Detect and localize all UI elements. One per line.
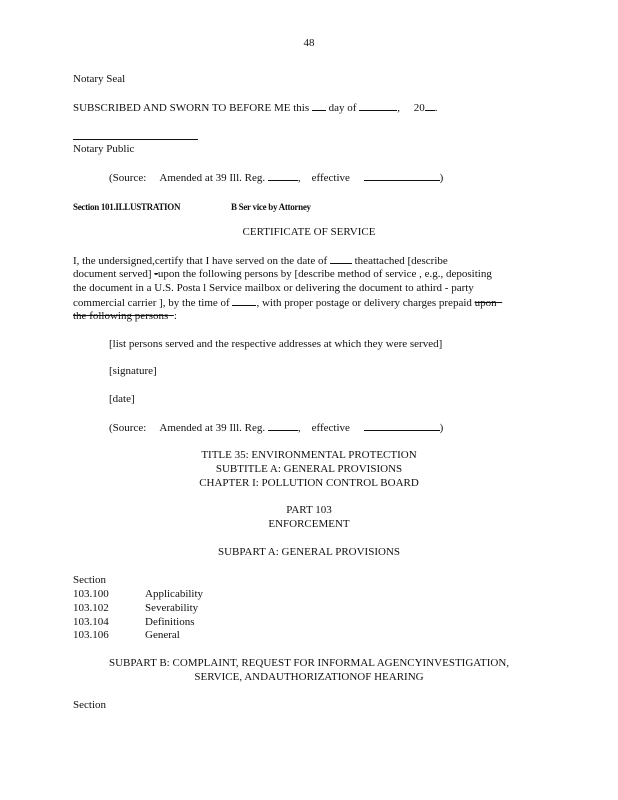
body-text: : [173,310,177,322]
struck-text: upon [474,297,497,309]
toc-number: 103.104 [73,616,109,628]
body-text: upon the following persons by [describe method of service , e.g., depositing [157,268,492,280]
notary-signature-line [73,139,198,140]
body-line-3: the document in a U.S. Posta l Service mailbox or delivering the document to athird - party [73,282,474,294]
page-number: 48 [303,37,315,49]
title-line: TITLE 35: ENVIRONMENTAL PROTECTION [201,449,417,461]
body-text: , with proper postage or delivery charges prepaid [256,297,472,309]
body-text: theattached [describe [354,255,448,267]
chapter-line: CHAPTER I: POLLUTION CONTROL BOARD [199,477,419,489]
body-line-1 [73,254,448,268]
time-blank [232,296,256,306]
section-heading-right: B Ser vice by Attorney [231,202,311,212]
year-prefix: 20 [413,102,425,114]
reg-blank [268,421,298,431]
date-placeholder: [date] [109,393,135,405]
section-heading-left: Section 101.ILLUSTRATION [73,202,181,212]
body-line-2 [73,268,492,281]
source-label: (Source: [109,172,147,184]
subtitle-line: SUBTITLE A: GENERAL PROVISIONS [215,463,403,475]
subscribed-text: SUBSCRIBED AND SWORN TO BEFORE ME this [73,102,310,114]
source-label: (Source: [109,422,147,434]
effective-blank [364,421,440,431]
body-text: I, the undersigned,certify that I have served on the date of [73,255,328,267]
source-note-2: (Source: Amended at 39 Ill. Reg. , effective ) [109,422,444,434]
date-blank [330,254,352,264]
toc-section-header: Section [73,574,106,586]
toc-title: Definitions [145,616,195,628]
notary-seal-label: Notary Seal [73,73,126,85]
reg-blank [268,171,298,181]
toc-title: Severability [145,602,199,614]
subscribed-line: SUBSCRIBED AND SWORN TO BEFORE ME this day of , 20 . [73,102,438,114]
toc-title: General [145,629,180,641]
year-blank [425,101,435,111]
source-note-1: (Source: Amended at 39 Ill. Reg. , effective ) [109,172,444,184]
struck-text: the following persons [73,310,169,322]
toc-number: 103.106 [73,629,109,641]
amended-text: Amended at 39 Ill. Reg. [159,172,266,184]
body-text: commercial carrier ], by the time of [73,297,230,309]
month-blank [359,101,397,111]
subpart-b-heading-line-1: SUBPART B: COMPLAINT, REQUEST FOR INFORMAL AGENCYINVESTIGATION, [108,657,510,669]
body-line-4 [73,296,502,310]
signature-placeholder: [signature] [109,365,157,377]
toc-number: 103.100 [73,588,109,600]
section-footer-label: Section [73,699,106,711]
effective-text: effective [311,172,350,184]
amended-text: Amended at 39 Ill. Reg. [159,422,266,434]
effective-text: effective [311,422,350,434]
struck-text: - [154,268,158,280]
subpart-a-heading: SUBPART A: GENERAL PROVISIONS [218,546,400,558]
notary-public-label: Notary Public [73,143,135,155]
day-blank [312,101,326,111]
toc-title: Applicability [145,588,204,600]
subpart-b-heading-line-2: SERVICE, ANDAUTHORIZATIONOF HEARING [194,671,424,683]
part-number: PART 103 [286,504,332,516]
toc-number: 103.102 [73,602,109,614]
body-line-5 [73,310,177,323]
effective-blank [364,171,440,181]
certificate-title: CERTIFICATE OF SERVICE [242,226,376,238]
part-name: ENFORCEMENT [268,518,350,530]
day-of-text: day of [328,102,357,114]
body-text: document served] [73,268,152,280]
list-persons: [list persons served and the respective addresses at which they were served] [109,338,443,350]
